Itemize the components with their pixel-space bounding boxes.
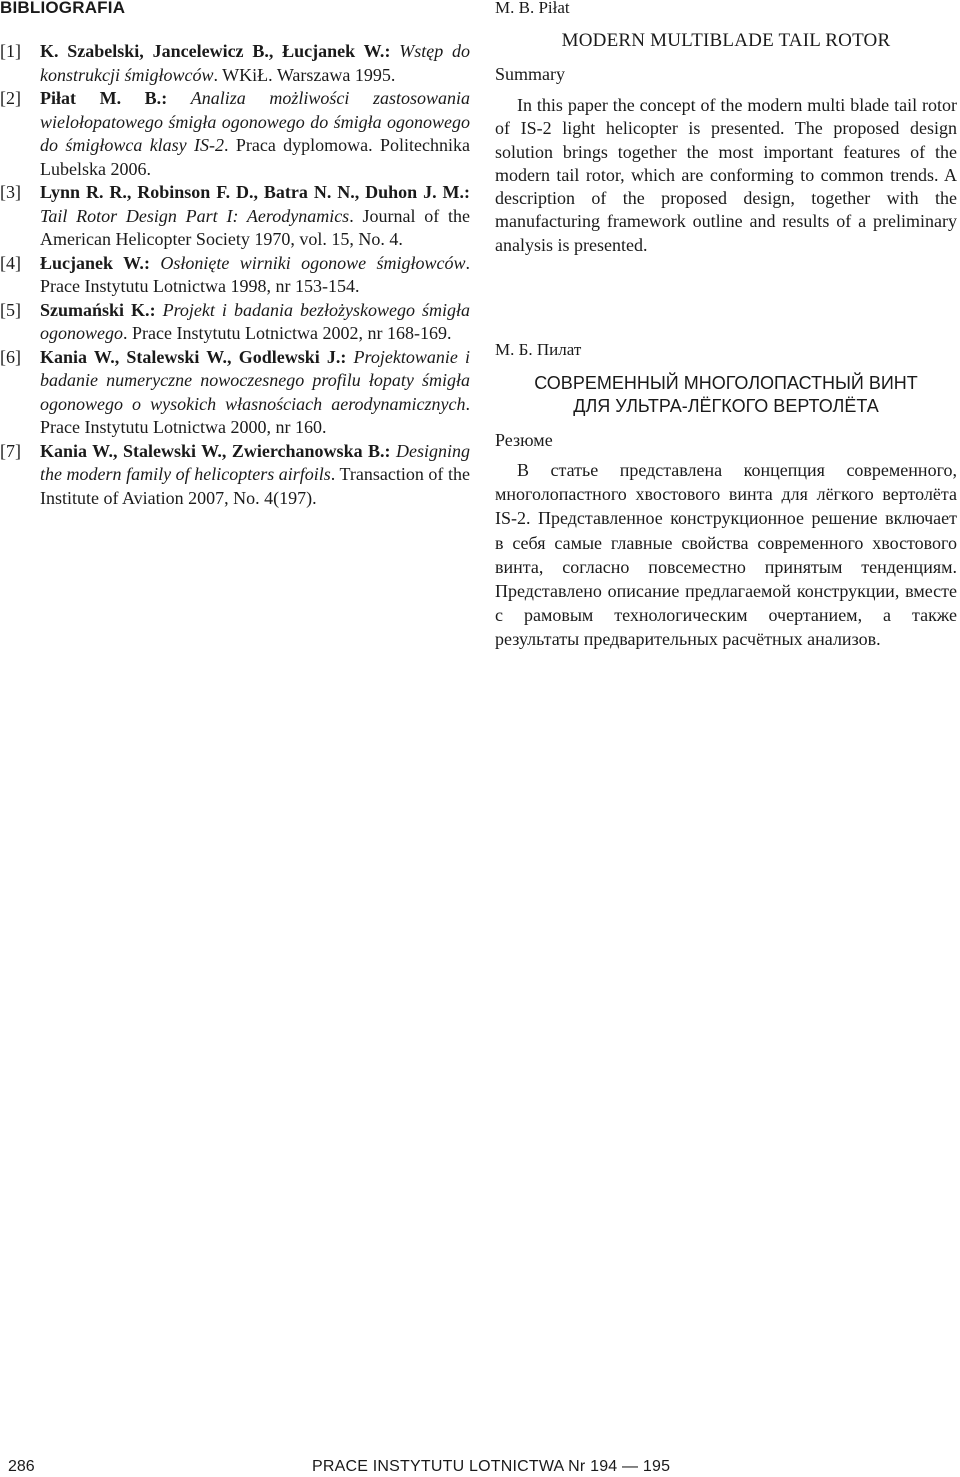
journal-footer: PRACE INSTYTUTU LOTNICTWA Nr 194 — 195 bbox=[312, 1458, 671, 1475]
reference-title: Designing the modern family of helicopters airfoils bbox=[40, 440, 470, 484]
page-number: 286 bbox=[8, 1458, 35, 1475]
russian-title bbox=[495, 372, 957, 418]
reference-separator: : bbox=[464, 182, 470, 202]
english-title: MODERN MULTIBLADE TAIL ROTOR bbox=[561, 30, 891, 51]
reference-authors: Piłat M. B. bbox=[40, 88, 162, 108]
reference-item bbox=[0, 440, 470, 511]
reference-authors: K. Szabelski, Jancelewicz B., Łucjanek W. bbox=[40, 41, 385, 61]
reference-item bbox=[0, 346, 470, 440]
reference-details: . Prace Instytutu Lotnictwa 2002, nr 168-169. bbox=[123, 323, 452, 343]
reference-title: Wstęp do konstrukcji śmigłowców bbox=[40, 41, 470, 85]
russian-author: М. Б. Пилат bbox=[495, 340, 582, 359]
reference-list bbox=[0, 40, 470, 510]
reference-item bbox=[0, 40, 470, 87]
reference-details: . Prace Instytutu Lotnictwa 2000, nr 160. bbox=[40, 393, 470, 437]
russian-title-line-1: СОВРЕМЕННЫЙ МНОГОЛОПАСТНЫЙ ВИНТ bbox=[534, 373, 918, 393]
reference-item bbox=[0, 181, 470, 252]
english-author: M. B. Piłat bbox=[495, 0, 570, 17]
reference-item bbox=[0, 252, 470, 299]
reference-title: Projekt i badania bezłożyskowego śmigła ogonowego bbox=[40, 299, 470, 343]
reference-details: . Transaction of the Institute of Aviation 2007, No. 4(197). bbox=[40, 464, 470, 508]
reference-title: Tail Rotor Design Part I: Aerodynamics bbox=[40, 205, 350, 226]
reference-title: Analiza możliwości zastosowania wielołopatowego śmigła ogonowego do śmigła ogonowego do śmigłowca klasy IS-2 bbox=[40, 88, 470, 155]
reference-title: Projektowanie i badanie numeryczne nowoczesnego profilu łopaty śmigła ogonowego o wysokich własnościach aerodynamicznych bbox=[40, 346, 470, 414]
summary-label: Summary bbox=[495, 64, 565, 84]
reference-separator: : bbox=[143, 252, 161, 273]
reference-separator: : bbox=[384, 440, 396, 461]
reference-item bbox=[0, 299, 470, 346]
reference-item bbox=[0, 87, 470, 181]
reference-details: . Journal of the American Helicopter Society 1970, vol. 15, No. 4. bbox=[40, 205, 470, 249]
reference-number: [7] bbox=[0, 440, 21, 461]
reference-number: [6] bbox=[0, 346, 21, 367]
reference-details: . Prace Instytutu Lotnictwa 1998, nr 153-154. bbox=[40, 252, 470, 296]
reference-separator: : bbox=[161, 88, 191, 108]
reference-authors: Szumański K. bbox=[40, 299, 150, 320]
bibliography-heading: BIBLIOGRAFIA bbox=[0, 0, 126, 17]
reference-details: . WKiŁ. Warszawa 1995. bbox=[213, 64, 396, 85]
summary-text: In this paper the concept of the modern multi blade tail rotor of IS-2 light helicopter is presented. The proposed design solution brings together the most important features of the modern tail rotor, which are conforming to common trends. A description of the proposed design, together with the manufacturing framework outline and results of a preliminary analysis is presented. bbox=[495, 95, 957, 255]
russian-title-line-2: ДЛЯ УЛЬТРА-ЛЁГКОГО ВЕРТОЛЁТА bbox=[573, 396, 879, 416]
resume-label: Резюме bbox=[495, 430, 553, 450]
reference-number: [1] bbox=[0, 41, 21, 61]
reference-number: [5] bbox=[0, 299, 21, 320]
reference-authors: Łucjanek W. bbox=[40, 252, 144, 273]
reference-details: . Praca dyplomowa. Politechnika Lubelska 2006. bbox=[40, 135, 470, 179]
reference-number: [3] bbox=[0, 182, 21, 202]
reference-authors: Kania W., Stalewski W., Zwierchanowska B. bbox=[40, 440, 385, 461]
reference-separator: : bbox=[340, 346, 354, 367]
reference-number: [2] bbox=[0, 88, 21, 108]
reference-authors: Kania W., Stalewski W., Godlewski J. bbox=[40, 346, 341, 367]
reference-separator: : bbox=[149, 299, 163, 320]
resume-text: В статье представлена концепция современного, многолопастного хвостового винта для лёгкого вертолёта IS-2. Представленное конструкционное решение включает в себя самые главные свойства современного хвостового винта, согласно повсеместно принятым тенденциям. Представлено описание предлагаемой конструкции, вместе с рамовым технологическим очертанием, а также результаты предварительных расчётных анализов. bbox=[495, 460, 957, 650]
reference-separator: : bbox=[384, 41, 400, 61]
reference-authors: Lynn R. R., Robinson F. D., Batra N. N., Duhon J. M. bbox=[40, 182, 464, 202]
reference-number: [4] bbox=[0, 252, 21, 273]
reference-title: Osłonięte wirniki ogonowe śmigłowców bbox=[160, 252, 466, 273]
